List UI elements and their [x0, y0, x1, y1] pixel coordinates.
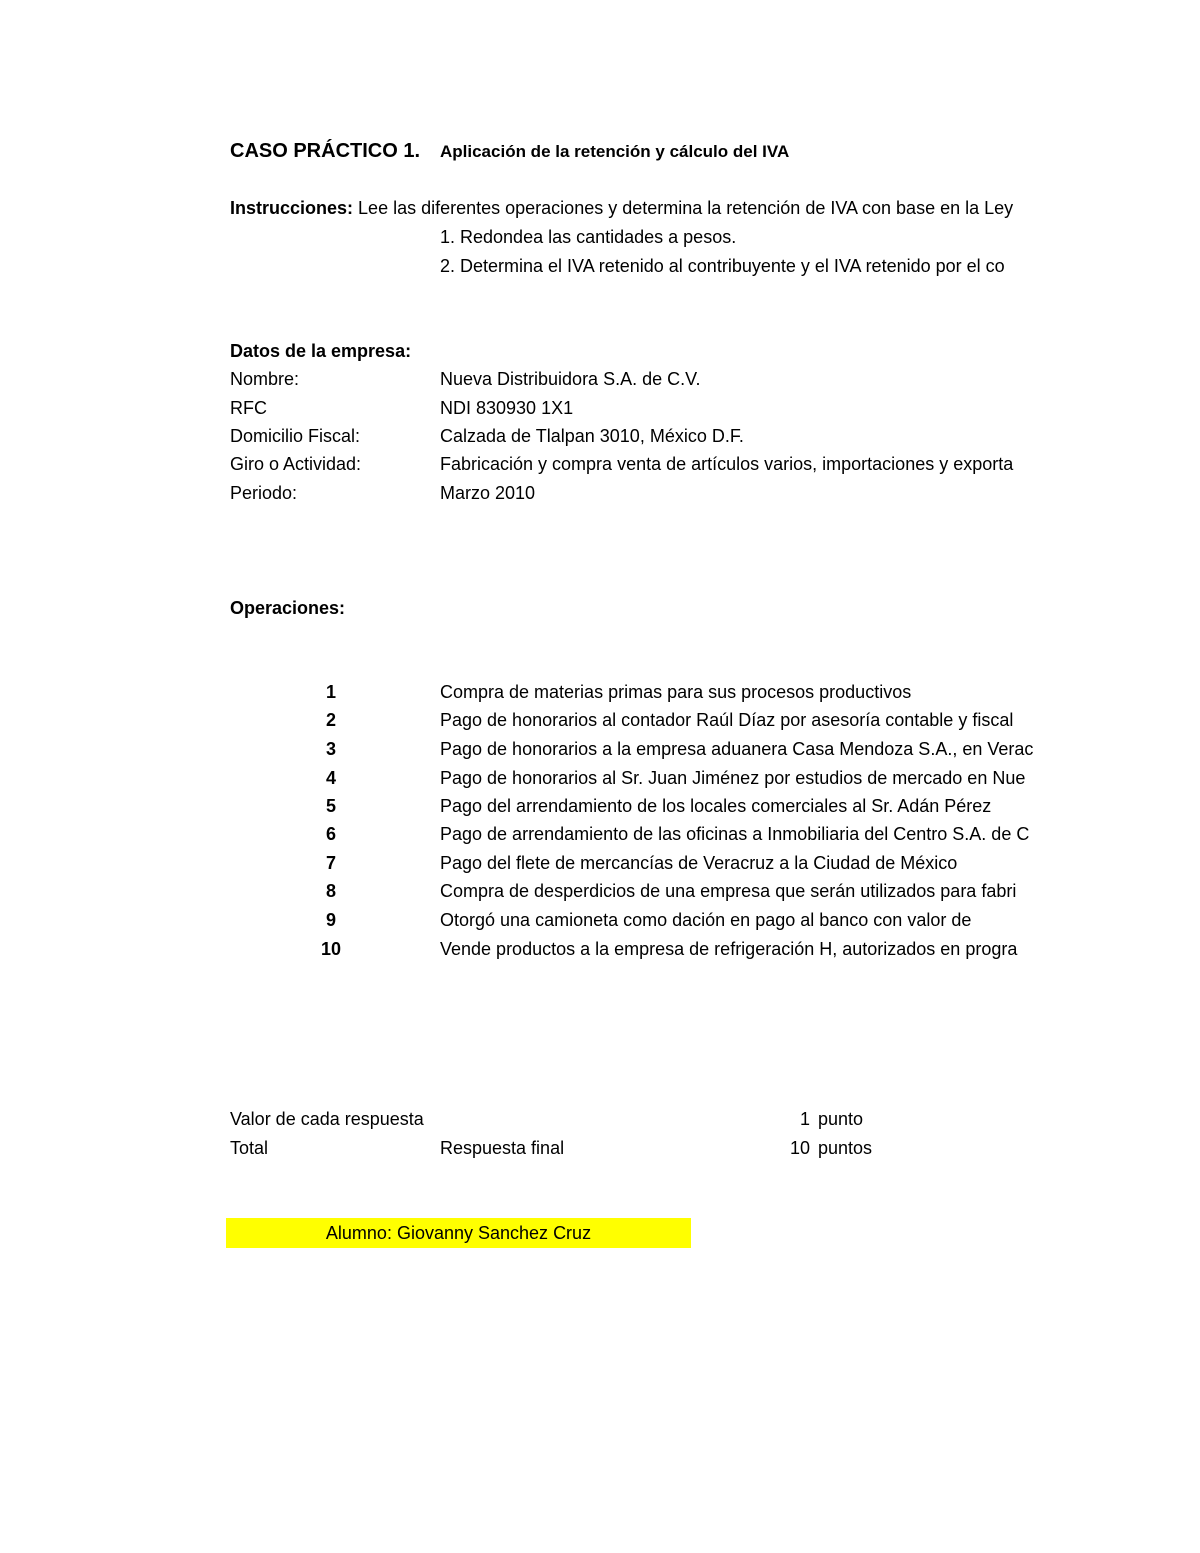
operation-number: 5 [325, 796, 336, 816]
operation-number: 9 [325, 910, 336, 930]
operation-text: Compra de desperdicios de una empresa que serán utilizados para fabri [440, 881, 1017, 901]
student-highlight-box [226, 1218, 691, 1248]
operation-number: 10 [320, 939, 342, 959]
operation-number: 8 [325, 881, 336, 901]
operation-text: Vende productos a la empresa de refrigeración H, autorizados en progra [440, 939, 1018, 959]
instructions-line [230, 197, 1013, 219]
operation-text: Pago de arrendamiento de las oficinas a Inmobiliaria del Centro S.A. de C [440, 824, 1030, 844]
instructions-text: Lee las diferentes operaciones y determina la retención de IVA con base en la Ley [358, 198, 1014, 218]
operation-text: Pago de honorarios al Sr. Juan Jiménez por estudios de mercado en Nue [440, 768, 1026, 788]
instruction-step-2: 2. Determina el IVA retenido al contribuyente y el IVA retenido por el co [440, 256, 1005, 276]
operation-text: Pago del flete de mercancías de Veracruz a la Ciudad de México [440, 853, 958, 873]
operation-number: 6 [325, 824, 336, 844]
company-field-label: Nombre: [230, 369, 300, 389]
company-activity-value: Fabricación y compra venta de artículos varios, importaciones y exporta [440, 454, 1014, 474]
company-address-value: Calzada de Tlalpan 3010, México D.F. [440, 426, 744, 446]
total-description: Respuesta final [440, 1138, 565, 1158]
company-rfc-value: NDI 830930 1X1 [440, 398, 574, 418]
operation-text: Pago de honorarios a la empresa aduanera Casa Mendoza S.A., en Verac [440, 739, 1034, 759]
operations-heading: Operaciones: [230, 598, 346, 618]
operation-number: 1 [325, 682, 336, 702]
total-label: Total [230, 1138, 269, 1158]
company-name-value: Nueva Distribuidora S.A. de C.V. [440, 369, 701, 389]
company-heading: Datos de la empresa: [230, 341, 412, 361]
company-field-label: Domicilio Fiscal: [230, 426, 361, 446]
student-line [226, 1222, 691, 1244]
total-amount: 10 [789, 1138, 810, 1158]
company-field-label: Giro o Actividad: [230, 454, 362, 474]
instructions-label: Instrucciones: [230, 198, 354, 218]
operation-number: 3 [325, 739, 336, 759]
score-value-label: Valor de cada respuesta [230, 1109, 424, 1129]
operation-text: Otorgó una camioneta como dación en pago al banco con valor de [440, 910, 972, 930]
score-value-unit: punto [818, 1109, 864, 1129]
company-field-label: RFC [230, 398, 267, 418]
operation-text: Pago de honorarios al contador Raúl Díaz por asesoría contable y fiscal [440, 710, 1014, 730]
operation-number: 7 [325, 853, 336, 873]
case-title: Aplicación de la retención y cálculo del IVA [440, 142, 790, 161]
operation-text: Compra de materias primas para sus procesos productivos [440, 682, 912, 702]
operation-number: 4 [325, 768, 336, 788]
score-value-amount: 1 [799, 1109, 810, 1129]
company-period-value: Marzo 2010 [440, 483, 536, 503]
student-name: Giovanny Sanchez Cruz [396, 1223, 592, 1243]
instruction-step-1: 1. Redondea las cantidades a pesos. [440, 227, 737, 247]
case-label: CASO PRÁCTICO 1. [230, 140, 421, 162]
operation-text: Pago del arrendamiento de los locales comerciales al Sr. Adán Pérez [440, 796, 992, 816]
total-unit: puntos [818, 1138, 873, 1158]
operation-number: 2 [325, 710, 336, 730]
company-field-label: Periodo: [230, 483, 298, 503]
student-label: Alumno: [325, 1223, 392, 1243]
